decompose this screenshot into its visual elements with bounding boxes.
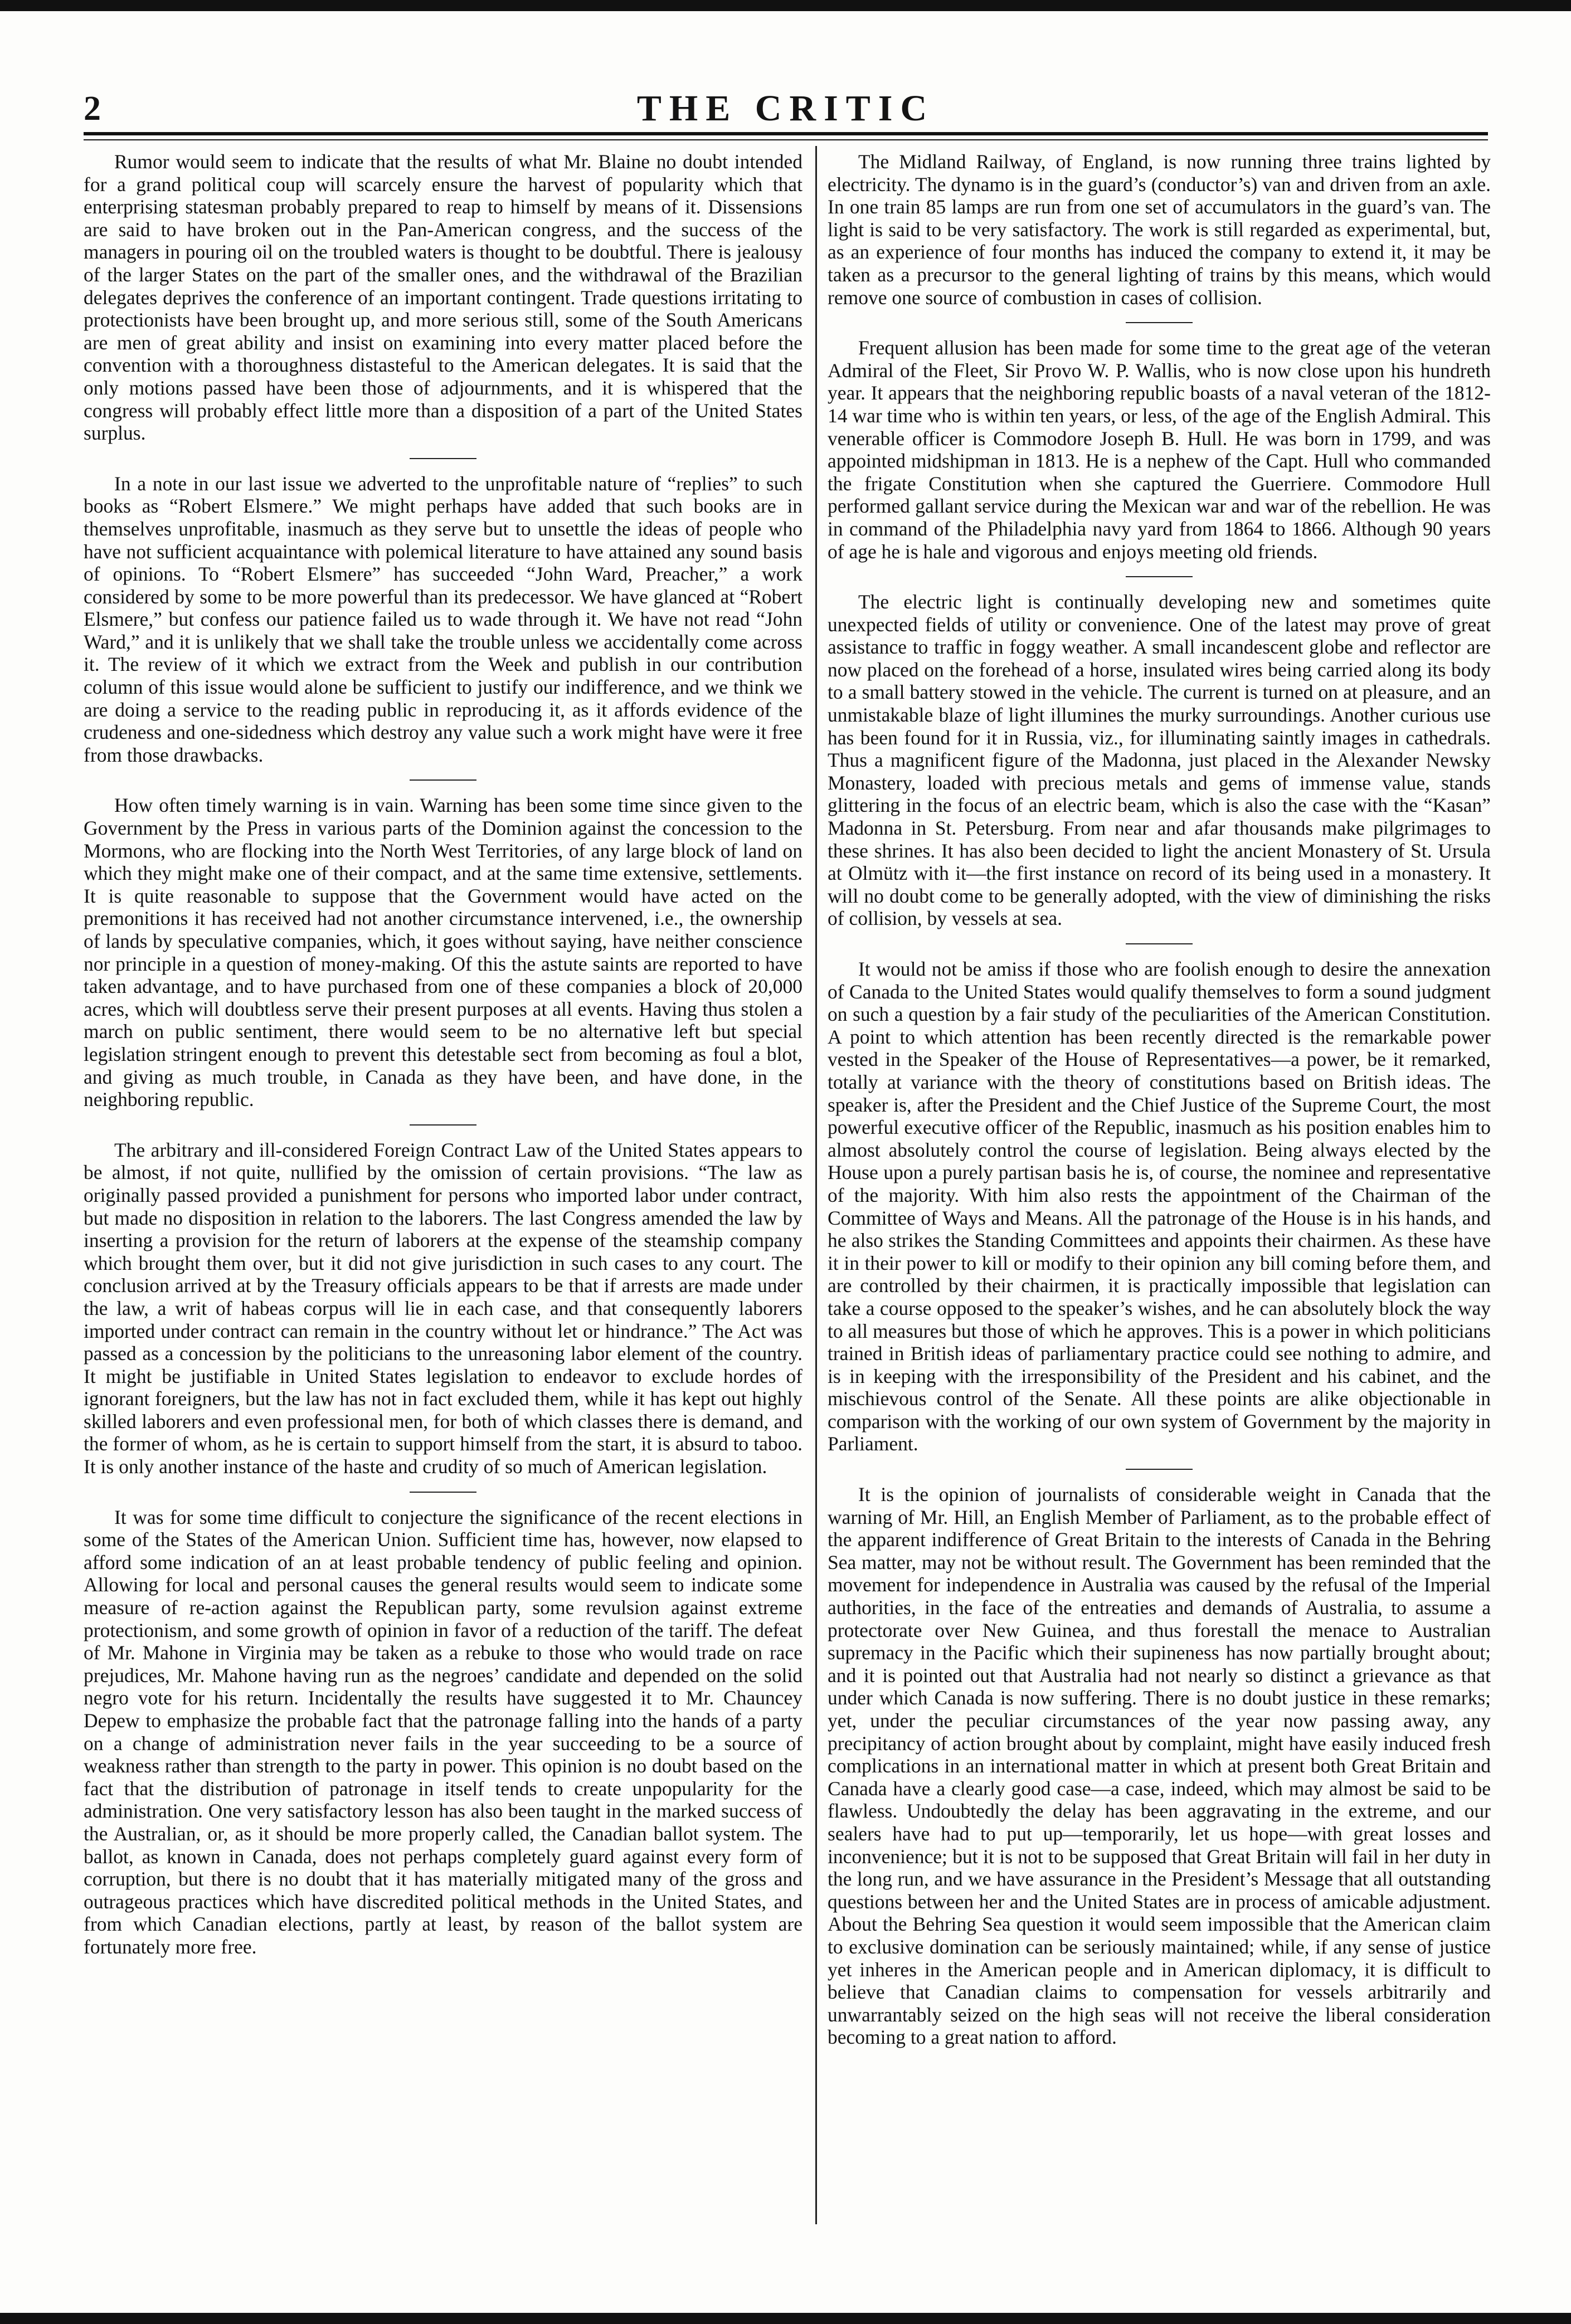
header-rule-thin <box>84 139 1488 140</box>
article-paragraph: In a note in our last issue we adverted to the unprofitable nature of “replies” to such books as “Robert Elsmere.” We might perhaps have added that such books are in themselves unprofitable, inasmuch as they serve but to unsettle the ideas of people who have not sufficient acquaintance with polemical literature to have attained any sound basis of opinions. To “Robert Elsmere” has succeeded “John Ward, Preacher,” a work considered by some to be more powerful than its predecessor. We have glanced at “Robert Elsmere,” but confess our patience failed us to wade through it. We have not read “John Ward,” and it is unlikely that we shall take the trouble unless we accidentally come across it. The review of it which we extract from the Week and publish in our contribution column of this issue would alone be sufficient to justify our indifference, and we think we are doing a service to the reading public in reproducing it, as it affords evidence of the crudeness and one-sidedness which destroy any value such a work might have were it free from those drawbacks. <box>84 472 802 766</box>
right-column <box>828 150 1491 2212</box>
top-border <box>0 0 1571 11</box>
bottom-border <box>0 2313 1571 2324</box>
article-paragraph: It would not be amiss if those who are foolish enough to desire the annexation of Canada to the United States would qualify themselves to form a sound judgment on such a question by a fair study of the peculiarities of the American Constitution. A point to which attention has been recently directed is the remarkable power vested in the Speaker of the House of Representatives—a power, be it remarked, totally at variance with the theory of constitutions based on British ideas. The speaker is, after the President and the Chief Justice of the Supreme Court, the most powerful executive officer of the Republic, inasmuch as his position enables him to almost absolutely control the course of legislation. Being always elected by the House upon a purely partisan basis he is, of course, the nominee and representative of the majority. With him also rests the appointment of the Chairman of the Committee of Ways and Means. All the patronage of the House is in his hands, and he also strikes the Standing Committees and appoints their chairmen. As these have it in their power to kill or modify to their opinion any bill coming before them, and are controlled by their chairmen, it is practically impossible that legislation can take a course opposed to the speaker’s wishes, and he can absolutely block the way to all measures but those of which he approves. This is a power in which politicians trained in British ideas of parliamentary practice could see nothing to admire, and is in keeping with the irresponsibility of the President and his cabinet, and the mischievous control of the Senate. All these points are alike objectionable in comparison with the working of our own system of Government by the majority in Parliament. <box>828 958 1491 1455</box>
article-paragraph: The electric light is continually developing new and sometimes quite unexpected fields of utility or convenience. One of the latest may prove of great assistance to traffic in foggy weather. A small incandescent globe and reflector are now placed on the forehead of a horse, insulated wires being carried along its body to a small battery stowed in the vehicle. The current is turned on at pleasure, and an unmistakable blaze of light illumines the murky surroundings. Another curious use has been found for it in Russia, viz., for illuminating saintly images in cathedrals. Thus a magnificent figure of the Madonna, just placed in the Alexander Newsky Monastery, loaded with precious metals and gems of immense value, stands glittering in the focus of an electric beam, which is also the case with the “Kasan” Madonna in St. Petersburg. From near and afar thousands make pilgrimages to these shrines. It has also been decided to light the ancient Monastery of St. Ursula at Olmütz with it—the first instance on record of its being used in a monastery. It will no doubt come to be generally adopted, with the view of diminishing the risks of collision, by vessels at sea. <box>828 591 1491 930</box>
article-paragraph: The Midland Railway, of England, is now running three trains lighted by electricity. The dynamo is in the guard’s (conductor’s) van and driven from an axle. In one train 85 lamps are run from one set of accumulators in the guard’s van. The light is said to be very satisfactory. The work is still regarded as experimental, but, as an experience of four months has induced the company to extend it, it may be taken as a precursor to the general lighting of trains by this means, which would remove one source of combustion in cases of collision. <box>828 150 1491 309</box>
article-paragraph: Frequent allusion has been made for some time to the great age of the veteran Admiral of the Fleet, Sir Provo W. P. Wallis, who is now close upon his hundreth year. It appears that the neighboring republic boasts of a naval veteran of the 1812-14 war time who is within ten years, or less, of the age of the English Admiral. This venerable officer is Commodore Joseph B. Hull. He was born in 1799, and was appointed midshipman in 1813. He is a nephew of the Capt. Hull who commanded the frigate Constitution when she captured the Guerriere. Commodore Hull performed gallant service during the Mexican war and war of the rebellion. He was in command of the Philadelphia navy yard from 1864 to 1866. Although 90 years of age he is hale and vigorous and enjoys meeting old friends. <box>828 337 1491 563</box>
article-separator <box>1126 1469 1193 1470</box>
left-column <box>84 150 802 2212</box>
article-paragraph: How often timely warning is in vain. Warning has been some time since given to the Government by the Press in various parts of the Dominion against the concession to the Mormons, who are flocking into the North West Territories, of any large block of land on which they might make one of their compact, and at the same time extensive, settlements. It is quite reasonable to suppose that the Government would have acted on the premonitions it has received had not another circumstance intervened, i.e., the ownership of lands by speculative companies, which, it goes without saying, have neither conscience nor principle in a question of money-making. Of this the astute saints are reported to have taken advantage, and to have purchased from one of these companies a block of 20,000 acres, which will doubtless serve their present purposes at all events. Having thus stolen a march on public sentiment, there would seem to be no alternative left but special legislation stringent enough to prevent this detestable sect from becoming as foul a blot, and giving as much trouble, in Canada as they have been, and have done, in the neighboring republic. <box>84 794 802 1111</box>
article-separator <box>1126 322 1193 323</box>
article-paragraph: Rumor would seem to indicate that the results of what Mr. Blaine no doubt intended for a grand political coup will scarcely ensure the harvest of popularity which that enterprising statesman probably prepared to reap to himself by means of it. Dissensions are said to have broken out in the Pan-American congress, and the success of the managers in pouring oil on the troubled waters is thought to be doubtful. There is jealousy of the larger States on the part of the smaller ones, and the withdrawal of the Brazilian delegates deprives the conference of an important contingent. Trade questions irritating to protectionists have been brought up, and more serious still, some of the South Americans are men of great ability and insist on examining into every matter placed before the convention with a thoroughness distasteful to the American delegates. It is said that the only motions passed have been those of adjournments, and it is whispered that the congress will probably effect little more than a disposition of a part of the United States surplus. <box>84 150 802 445</box>
masthead-title: THE CRITIC <box>636 88 935 129</box>
article-separator <box>410 458 476 459</box>
header-rule <box>84 132 1488 135</box>
article-separator <box>410 779 476 781</box>
article-separator <box>1126 943 1193 944</box>
page-number: 2 <box>84 90 101 128</box>
page-header <box>84 84 1488 145</box>
article-paragraph: The arbitrary and ill-considered Foreign Contract Law of the United States appears to be almost, if not quite, nullified by the omission of certain provisions. “The law as originally passed provided a punishment for persons who imported labor under contract, but made no disposition in relation to the laborers. The last Congress amended the law by inserting a provision for the return of laborers at the expense of the steamship company which brought them over, but it did not give jurisdiction in such cases to any court. The conclusion arrived at by the Treasury officials appears to be that if arrests are made under the law, a writ of habeas corpus will lie in each case, and that consequently laborers imported under contract can remain in the country without let or hindrance.” The Act was passed as a concession by the politicians to the unreasoning labor element of the country. It might be justifiable in United States legislation to endeavor to exclude hordes of ignorant foreigners, but the law has not in fact excluded them, while it has kept out highly skilled laborers and even professional men, for both of which classes there is demand, and the former of whom, as he is certain to support himself from the start, it is absurd to taboo. It is only another instance of the haste and crudity of so much of American legislation. <box>84 1138 802 1478</box>
article-separator <box>410 1492 476 1493</box>
article-paragraph: It is the opinion of journalists of considerable weight in Canada that the warning of Mr. Hill, an English Member of Parliament, as to the probable effect of the apparent indifference of Great Britain to the interests of Canada in the Behring Sea matter, may not be without result. The Government has been reminded that the movement for independence in Australia was caused by the refusal of the Imperial authorities, in the face of the entreaties and demands of Australia, to assume a protectorate over New Guinea, and thus forestall the menace to Australian supremacy in the Pacific which their supineness has now partially brought about; and it is pointed out that Australia had not nearly so distinct a grievance as that under which Canada is now suffering. There is no doubt justice in these remarks; yet, under the peculiar circumstances of the year now passing away, any precipitancy of action brought about by complaint, might have easily induced fresh complications in an international matter in which at present both Great Britain and Canada have a clearly good case—a case, indeed, which may almost be said to be flawless. Undoubtedly the delay has been aggravating in the extreme, and our sealers have had to put up—temporarily, let us hope—with great losses and inconvenience; but it is not to be supposed that Great Britain will fail in her duty in the long run, and we have assurance in the President’s Message that all outstanding questions between her and the United States are in process of amicable adjustment. About the Behring Sea question it would seem impossible that the American claim to exclusive domination can be seriously maintained; while, if any sense of justice yet inheres in the American people and in American diplomacy, it is difficult to believe that Canadian claims to compensation for vessels arbitrarily and unwarrantably seized on the high seas will not receive the liberal consideration becoming to a great nation to afford. <box>828 1483 1491 2049</box>
column-divider <box>815 146 817 2224</box>
article-separator <box>410 1124 476 1126</box>
article-separator <box>1126 576 1193 577</box>
article-paragraph: It was for some time difficult to conjecture the significance of the recent elections in some of the States of the American Union. Sufficient time has, however, now elapsed to afford some indication of an at least probable tendency of public feeling and opinion. Allowing for local and personal causes the general results would seem to indicate some measure of re-action against the Republican party, some revulsion against extreme protectionism, and some growth of opinion in favor of a reduction of the tariff. The defeat of Mr. Mahone in Virginia may be taken as a rebuke to those who would trade on race prejudices, Mr. Mahone having run as the negroes’ candidate and depended on the solid negro vote for his return. Incidentally the results have suggested it to Mr. Chauncey Depew to emphasize the probable fact that the patronage falling into the hands of a party on a change of administration never fails in the year succeeding to be a source of weakness rather than strength to the party in power. This opinion is no doubt based on the fact that the distribution of patronage in itself tends to create unpopularity for the administration. One very satisfactory lesson has also been taught in the marked success of the Australian, or, as it should be more properly called, the Canadian ballot system. The ballot, as known in Canada, does not perhaps completely guard against every form of corruption, but there is no doubt that it has materially mitigated many of the gross and outrageous practices which have discredited political methods in the United States, and from which Canadian elections, partly at least, by reason of the ballot system are fortunately more free. <box>84 1506 802 1958</box>
